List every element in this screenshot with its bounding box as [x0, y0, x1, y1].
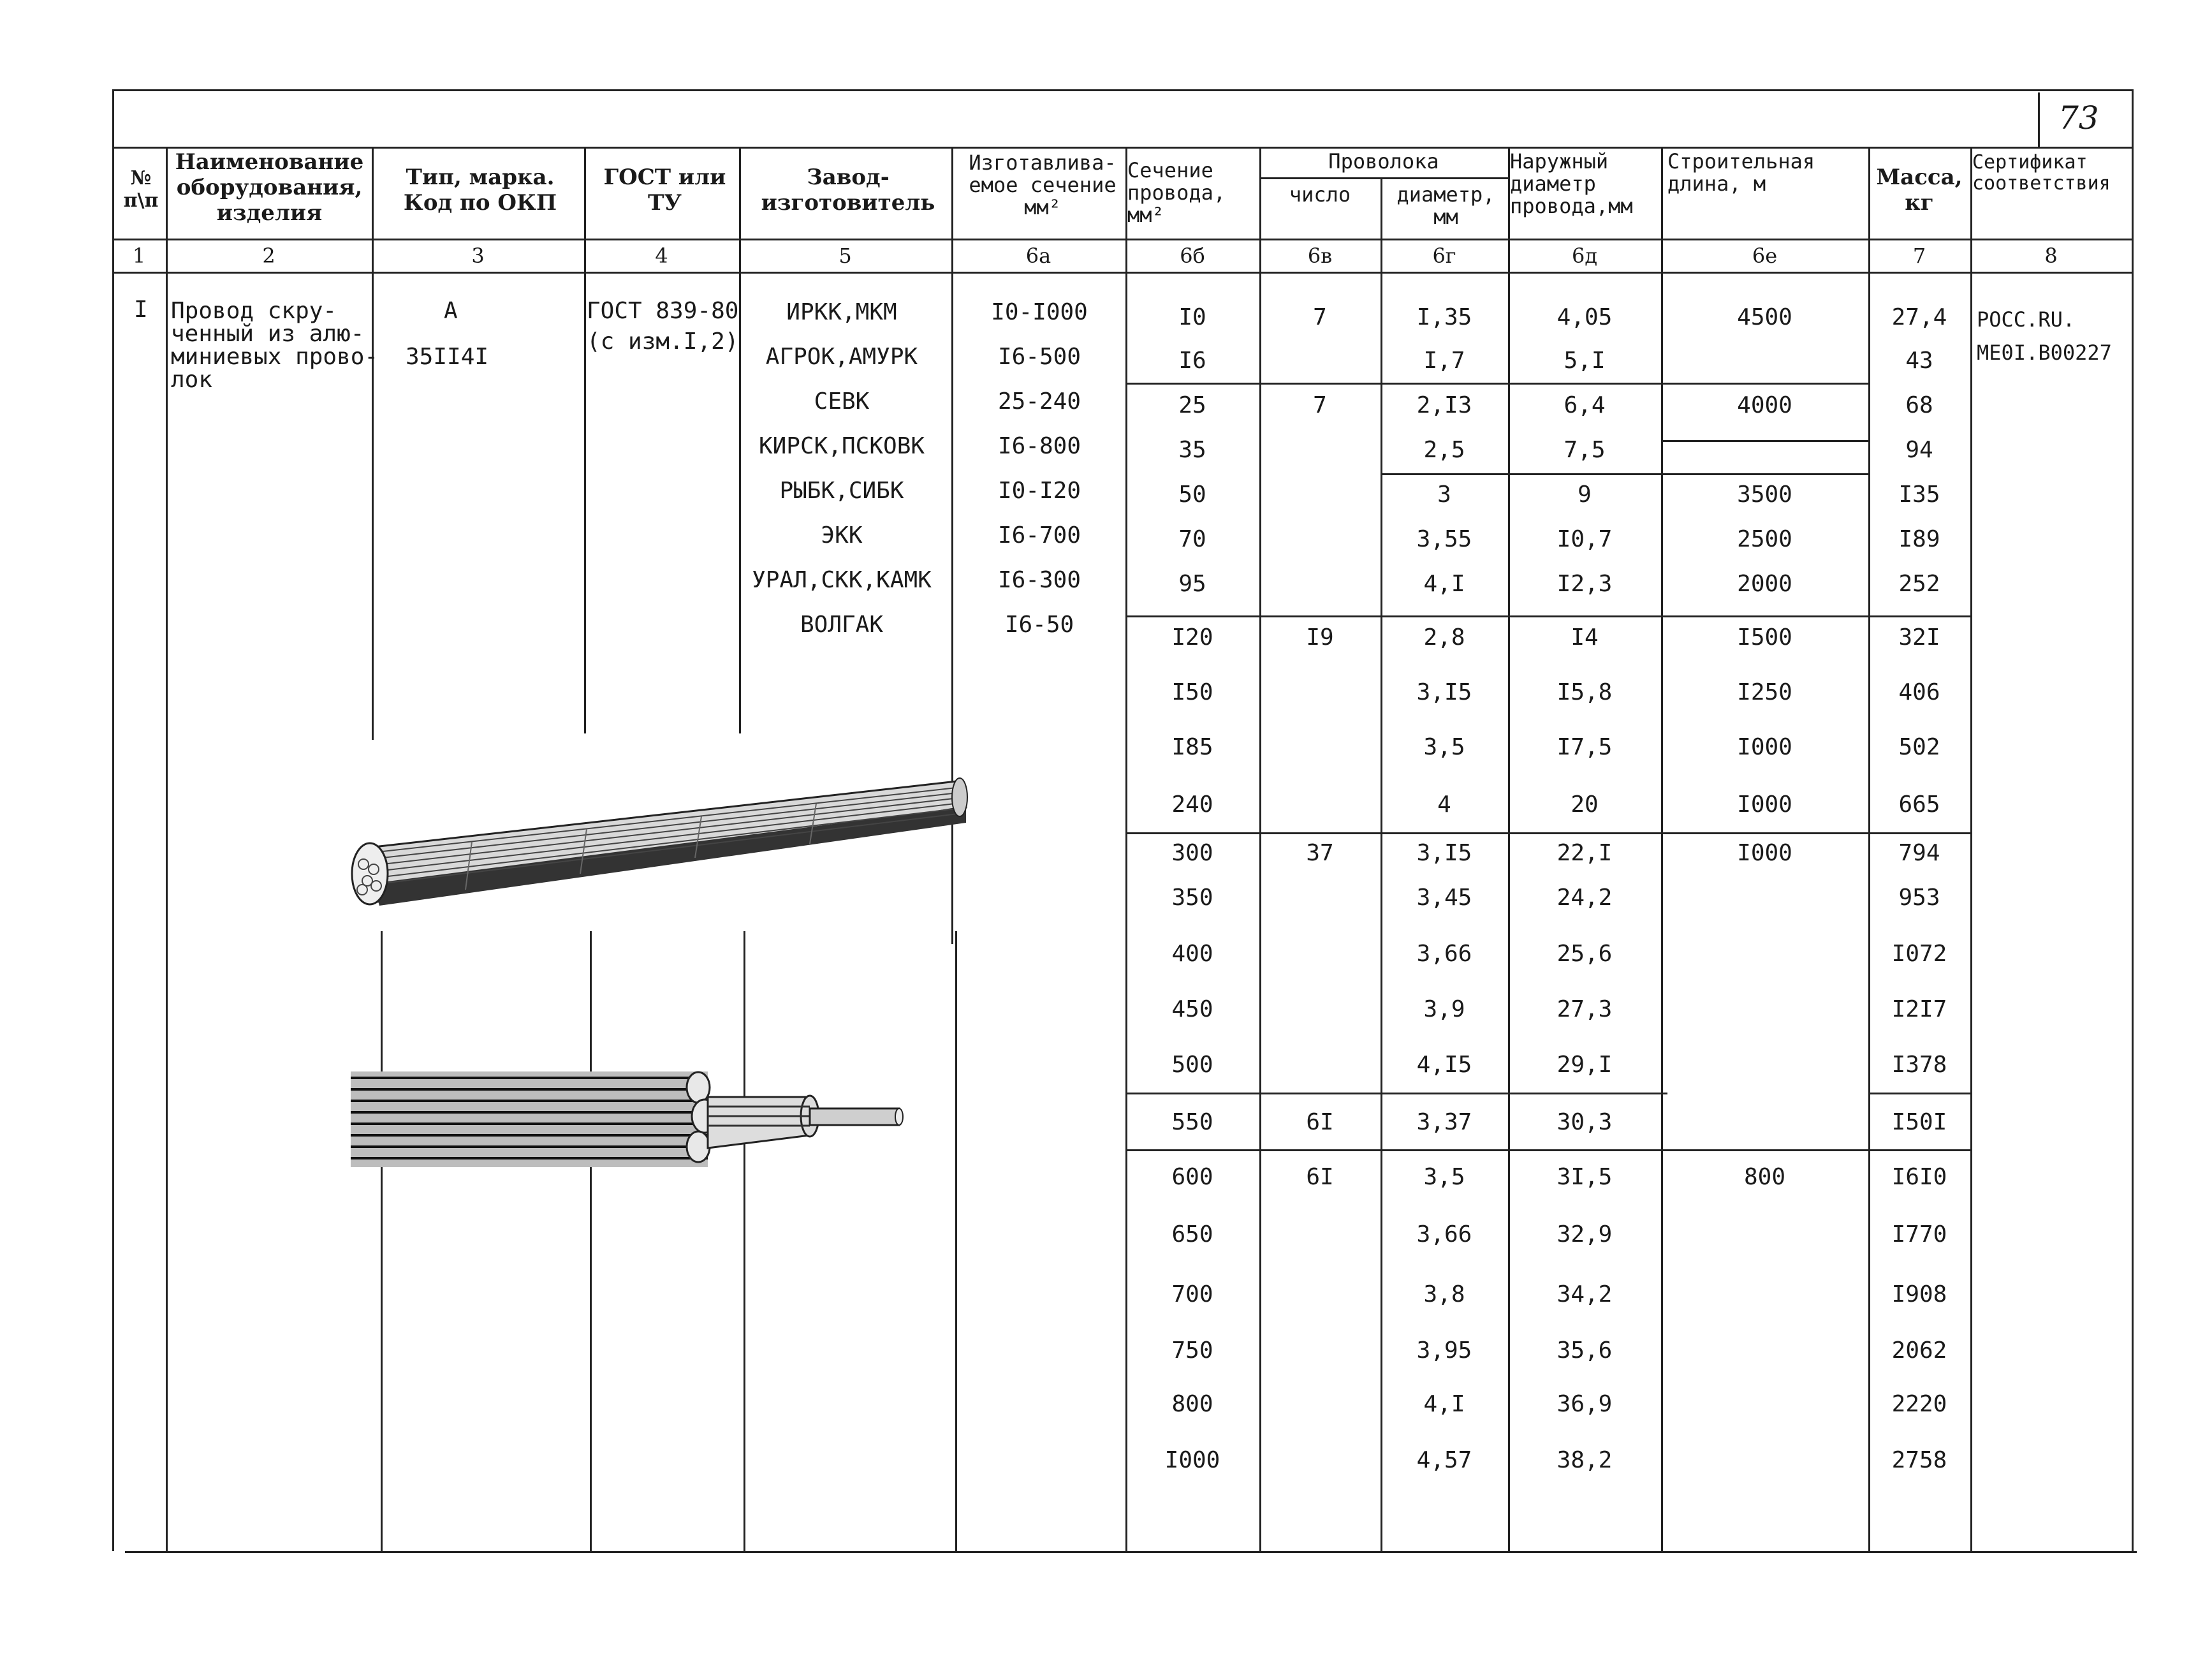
cell-diam: 4,I	[1423, 1391, 1465, 1417]
plant-range: I6-50	[1004, 612, 1074, 638]
cell-diam: 4,I5	[1416, 1052, 1472, 1078]
plant-name: РЫБК,СИБК	[779, 478, 904, 504]
cell-outer: I2,3	[1556, 571, 1613, 597]
cell-count: 37	[1306, 840, 1334, 866]
cell-outer: 25,6	[1556, 941, 1613, 967]
cell-outer: 36,9	[1556, 1391, 1613, 1417]
cell-outer: I0,7	[1556, 526, 1613, 552]
cell-outer: 22,I	[1556, 840, 1613, 866]
cell-outer: 5,I	[1564, 348, 1606, 374]
cell-length: I250	[1737, 679, 1792, 705]
cell-outer: 6,4	[1564, 392, 1606, 418]
cell-diam: 3,I5	[1416, 840, 1472, 866]
cell-mass: I89	[1898, 526, 1940, 552]
col-divider-2b	[381, 931, 383, 1551]
cell-outer: 24,2	[1556, 885, 1613, 911]
group-sep-4	[1125, 832, 1970, 834]
cell-outer: 20	[1571, 791, 1599, 818]
cell-outer: 27,3	[1556, 996, 1613, 1022]
group-sep-3	[1125, 615, 1970, 617]
cell-section: 240	[1171, 791, 1213, 818]
cell-outer: I5,8	[1556, 679, 1613, 705]
wire-subheader-rule	[1259, 177, 1508, 179]
plant-name: ИРКК,МКМ	[786, 299, 897, 325]
cell-outer: I7,5	[1556, 734, 1613, 760]
group-sep-2b	[1381, 473, 1868, 475]
cell-outer: 7,5	[1564, 437, 1606, 463]
cell-count: I9	[1306, 624, 1334, 651]
cell-section: I20	[1171, 624, 1213, 651]
group-sep-6	[1125, 1149, 1970, 1151]
cell-section: I50	[1171, 679, 1213, 705]
col-divider-13	[1259, 239, 1261, 1551]
plant-name: СЕВК	[814, 388, 870, 415]
cell-length: 3500	[1737, 482, 1792, 508]
item-gost-line: (с изм.I,2)	[587, 328, 739, 355]
plant-name: ВОЛГАК	[800, 612, 884, 638]
item-number: I	[134, 297, 148, 323]
plant-name: АГРОК,АМУРК	[765, 344, 918, 370]
cell-section: 35	[1178, 437, 1206, 463]
cell-diam: 3,9	[1423, 996, 1465, 1022]
cell-mass: 406	[1898, 679, 1940, 705]
cell-section: 500	[1171, 1052, 1213, 1078]
cell-mass: I770	[1891, 1221, 1947, 1248]
page-number-box-left	[2038, 92, 2040, 147]
header-n: № п\п	[123, 167, 159, 212]
cell-mass: 953	[1898, 885, 1940, 911]
cell-outer: 4,05	[1556, 304, 1613, 330]
header-mass: Масса, кг	[1876, 165, 1963, 216]
cell-section: 550	[1171, 1109, 1213, 1135]
cell-diam: 4,I	[1423, 571, 1465, 597]
group-sep-5	[1125, 1093, 1667, 1094]
cell-mass: 794	[1898, 840, 1940, 866]
cell-outer: 9	[1578, 482, 1592, 508]
header-wire-count: число	[1289, 182, 1351, 207]
column-number: 7	[1912, 244, 1926, 268]
frame-left	[112, 89, 114, 1551]
cell-diam: 4,57	[1416, 1447, 1472, 1473]
plant-range: I0-I000	[991, 299, 1088, 325]
plant-range: I6-700	[997, 522, 1081, 548]
cell-section: 650	[1171, 1221, 1213, 1248]
cell-section: 70	[1178, 526, 1206, 552]
column-number: 6б	[1180, 244, 1205, 268]
cell-diam: 2,8	[1423, 624, 1465, 651]
cell-outer: 29,I	[1556, 1052, 1613, 1078]
twisted-wire-body	[352, 778, 967, 906]
item-gost-line: ГОСТ 839-80	[587, 298, 739, 324]
column-number: 6а	[1025, 244, 1051, 268]
header-top-rule	[112, 147, 2134, 149]
cell-count: 6I	[1306, 1109, 1334, 1135]
plant-range: 25-240	[997, 388, 1081, 415]
cell-length: 4000	[1737, 392, 1792, 418]
plant-name: КИРСК,ПСКОВК	[758, 433, 925, 459]
cell-section: I6	[1178, 348, 1206, 374]
cell-mass: 94	[1905, 437, 1933, 463]
group-sep-2	[1661, 440, 1868, 442]
header-cert: Сертификат соответствия	[1972, 151, 2111, 195]
header-gost: ГОСТ или ТУ	[603, 165, 726, 216]
cell-diam: 3,5	[1423, 734, 1465, 760]
item-cert-line: РОСС.RU.	[1977, 307, 2076, 332]
header-outer-diam: Наружный диаметр провода,мм	[1510, 149, 1633, 219]
cell-mass: I35	[1898, 482, 1940, 508]
cell-section: I0	[1178, 304, 1206, 330]
col-divider-4b	[743, 931, 745, 1551]
cell-mass: 2758	[1891, 1447, 1947, 1473]
col-divider-3b	[590, 931, 592, 1551]
cell-mass: I908	[1891, 1281, 1947, 1307]
cell-count: 7	[1313, 304, 1327, 330]
cell-length: I500	[1737, 624, 1792, 651]
cell-outer: 32,9	[1556, 1221, 1613, 1248]
cell-diam: 3,55	[1416, 526, 1472, 552]
cell-mass: 68	[1905, 392, 1933, 418]
cell-diam: 2,I3	[1416, 392, 1472, 418]
cell-section: 25	[1178, 392, 1206, 418]
cell-diam: 3,8	[1423, 1281, 1465, 1307]
cell-diam: 3,66	[1416, 1221, 1472, 1248]
plant-range: I6-500	[997, 344, 1081, 370]
cell-length: I000	[1737, 791, 1792, 818]
header-manuf-section: Изготавлива-емое сечение мм²	[969, 151, 1117, 220]
cell-diam: 3,I5	[1416, 679, 1472, 705]
cell-length: 4500	[1737, 304, 1792, 330]
col-divider-5b	[955, 931, 957, 1551]
cell-mass: I2I7	[1891, 996, 1947, 1022]
header-type: Тип, марка. Код по ОКП	[403, 165, 557, 216]
cell-count: 6I	[1306, 1164, 1334, 1190]
header-wire: Проволока	[1328, 149, 1439, 173]
cell-diam: 3,37	[1416, 1109, 1472, 1135]
cell-mass: 252	[1898, 571, 1940, 597]
cell-diam: I,35	[1416, 304, 1472, 330]
col-divider-1	[166, 147, 168, 1551]
cell-length: I000	[1737, 840, 1792, 866]
cell-diam: 4	[1437, 791, 1451, 818]
colnum-bottom-rule	[112, 272, 2134, 274]
column-number: 4	[655, 244, 668, 268]
frame-bottom	[125, 1551, 2137, 1553]
item-name-line: Провод скру-	[171, 298, 337, 324]
item-name-line: ченный из алю-	[171, 321, 365, 347]
plant-range: I6-800	[997, 433, 1081, 459]
cell-outer: 34,2	[1556, 1281, 1613, 1307]
cell-length: 2500	[1737, 526, 1792, 552]
cell-mass: I072	[1891, 941, 1947, 967]
header-bottom-rule	[112, 239, 2134, 240]
item-name-line: миниевых прово-	[171, 344, 379, 370]
group-sep-1	[1125, 383, 1868, 385]
cell-diam: 3,45	[1416, 885, 1472, 911]
cell-diam: 3	[1437, 482, 1451, 508]
col-divider-3	[584, 147, 586, 733]
cell-diam: I,7	[1423, 348, 1465, 374]
cell-outer: 35,6	[1556, 1337, 1613, 1364]
cell-section: 400	[1171, 941, 1213, 967]
header-plant: Завод-изготовитель	[761, 165, 935, 216]
cell-diam: 3,95	[1416, 1337, 1472, 1364]
stranded-wire-body	[351, 1071, 903, 1167]
frame-top	[112, 89, 2134, 91]
col-divider-2	[372, 147, 374, 740]
cell-mass: 2220	[1891, 1391, 1947, 1417]
cell-length: 800	[1743, 1164, 1786, 1190]
cell-mass: 502	[1898, 734, 1940, 760]
cell-count: 7	[1313, 392, 1327, 418]
plant-range: I0-I20	[997, 478, 1081, 504]
plant-range: I6-300	[997, 567, 1081, 593]
cell-section: 50	[1178, 482, 1206, 508]
cell-mass: I378	[1891, 1052, 1947, 1078]
header-length: Строительная длина, м	[1667, 149, 1815, 196]
item-name-line: лок	[171, 367, 213, 393]
cell-mass: 2062	[1891, 1337, 1947, 1364]
column-number: 5	[839, 244, 852, 268]
cell-mass: I6I0	[1891, 1164, 1947, 1190]
item-cert-line: МЕ0I.В00227	[1977, 341, 2112, 365]
column-number: 6г	[1432, 244, 1456, 268]
cell-section: I000	[1164, 1447, 1220, 1473]
group-sep-5b	[1868, 1093, 1970, 1094]
cell-section: 300	[1171, 840, 1213, 866]
cell-outer: I4	[1571, 624, 1599, 651]
page-number: 73	[2058, 99, 2099, 136]
column-number: 2	[262, 244, 275, 268]
header-name: Наименование оборудования, изделия	[175, 149, 364, 226]
cell-diam: 3,5	[1423, 1164, 1465, 1190]
stranded-wire-cross-section-illustration	[351, 1052, 912, 1180]
twisted-wire-illustration	[344, 762, 969, 915]
column-number: 6д	[1571, 244, 1598, 268]
column-number: 6в	[1307, 244, 1333, 268]
cell-section: 800	[1171, 1391, 1213, 1417]
cell-section: 450	[1171, 996, 1213, 1022]
header-section: Сечение провода, мм²	[1127, 158, 1226, 228]
cell-section: I85	[1171, 734, 1213, 760]
cell-mass: I50I	[1891, 1109, 1947, 1135]
cell-outer: 38,2	[1556, 1447, 1613, 1473]
cell-length: 2000	[1737, 571, 1792, 597]
column-number: 3	[471, 244, 485, 268]
cell-section: 600	[1171, 1164, 1213, 1190]
frame-right	[2132, 89, 2134, 1551]
column-number: 6е	[1752, 244, 1778, 268]
cell-outer: 3I,5	[1556, 1164, 1613, 1190]
item-type-line: А	[444, 298, 458, 324]
cell-section: 750	[1171, 1337, 1213, 1364]
cell-length: I000	[1737, 734, 1792, 760]
cell-mass: 32I	[1898, 624, 1940, 651]
cell-diam: 3,66	[1416, 941, 1472, 967]
plant-name: УРАЛ,СКК,КАМК	[752, 567, 932, 593]
cell-outer: 30,3	[1556, 1109, 1613, 1135]
plant-name: ЭКК	[821, 522, 863, 548]
cell-section: 700	[1171, 1281, 1213, 1307]
cell-mass: 27,4	[1891, 304, 1947, 330]
column-number: 1	[132, 244, 146, 268]
item-type-line: 35II4I	[406, 344, 489, 370]
col-divider-12	[1970, 147, 1972, 1551]
cell-mass: 665	[1898, 791, 1940, 818]
header-wire-diam: диаметр, мм	[1396, 182, 1495, 230]
cell-mass: 43	[1905, 348, 1933, 374]
column-number: 8	[2044, 244, 2058, 268]
cell-diam: 2,5	[1423, 437, 1465, 463]
cell-section: 95	[1178, 571, 1206, 597]
cell-section: 350	[1171, 885, 1213, 911]
